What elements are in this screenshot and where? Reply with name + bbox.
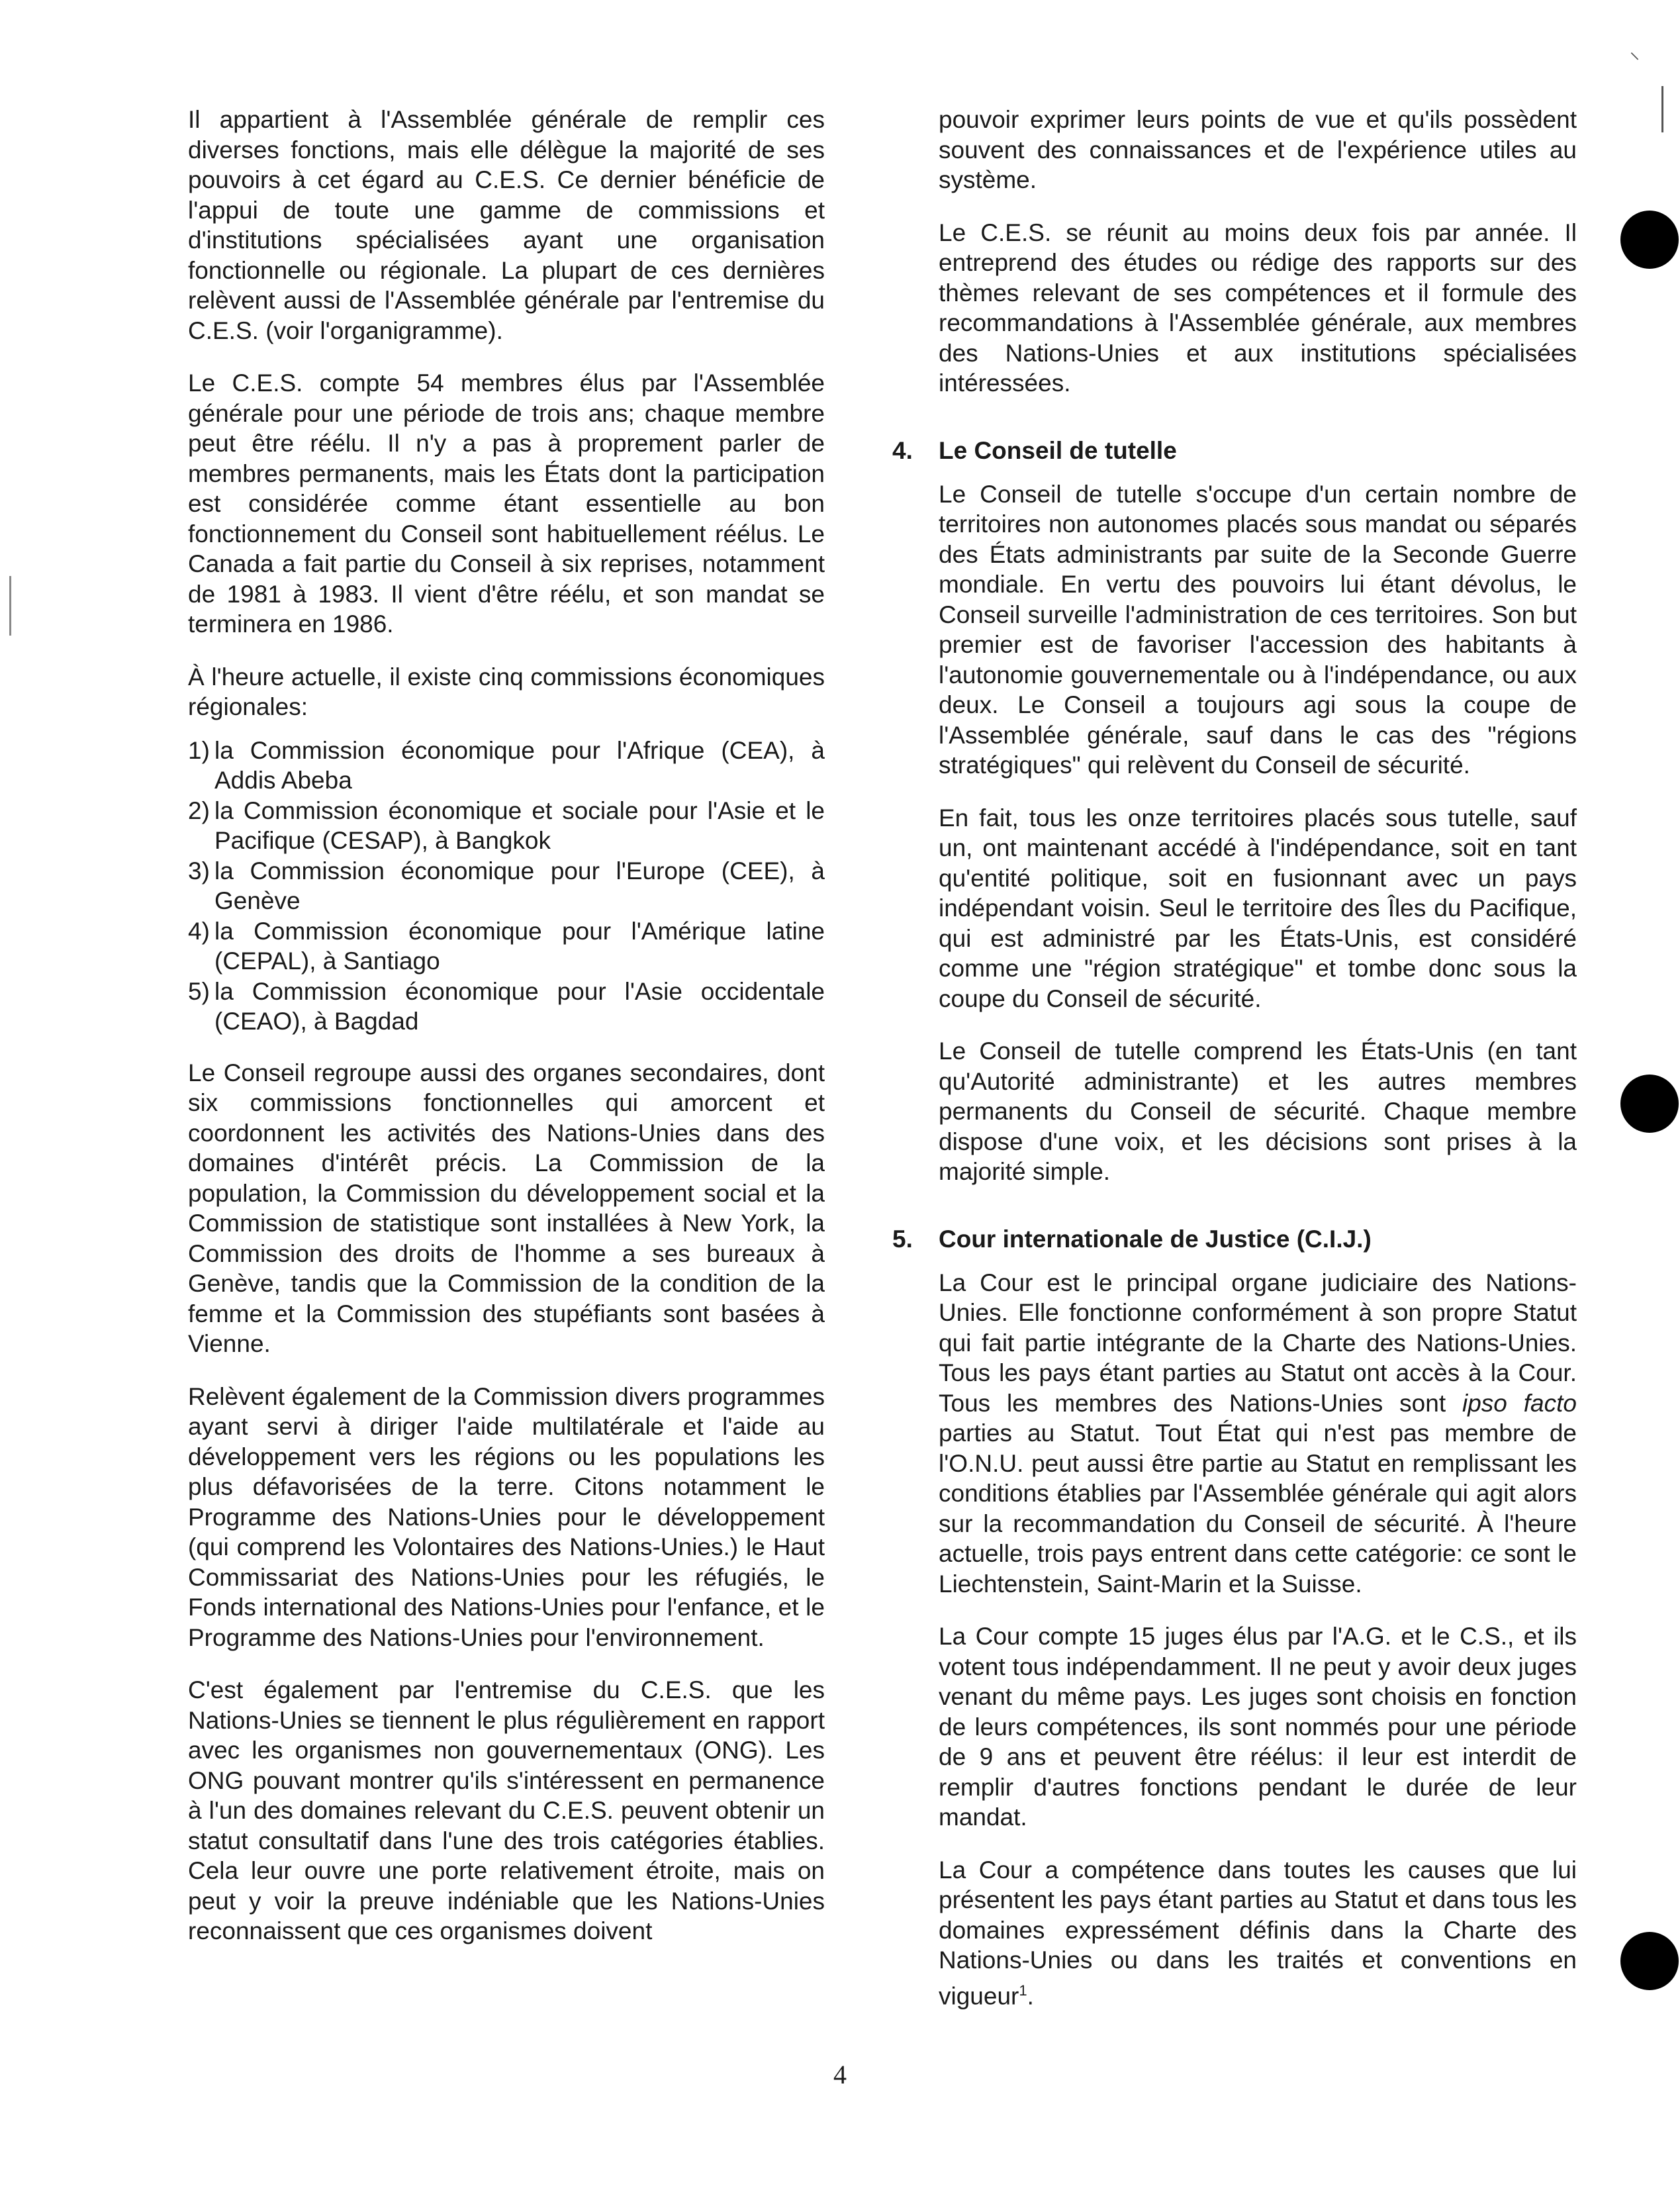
scan-speck-top-right: ⸜	[1630, 41, 1640, 63]
paragraph-tutelle-role: Le Conseil de tutelle s'occupe d'un certain nombre de territoires non autonomes placés sous mandat ou séparés des États administrants par suite de la Seconde Guerre mondiale. En vertu des pouvoirs lui étant dévolus, le Conseil surveille l'administration de ces territoires. Son but premier est de favoriser l'accession des habitants à l'autonomie gouvernementale ou à l'indépendance, ou aux deux. Le Conseil a toujours agi sous la coupe de l'Assemblée générale, sauf dans le cas des "régions stratégiques" qui relèvent du Conseil de sécurité.	[939, 480, 1577, 779]
section-heading-conseil-tutelle	[892, 436, 1577, 466]
scan-mark-left-edge	[9, 576, 11, 636]
binder-hole-bottom	[1620, 1932, 1679, 1990]
section-title: Le Conseil de tutelle	[939, 436, 1177, 464]
scan-mark-right-edge	[1661, 86, 1663, 132]
footnote-marker: 1	[1019, 1982, 1027, 1999]
list-item: 3) la Commission économique pour l'Europe (CEE), à Genève	[188, 857, 825, 914]
paragraph-organes-secondaires: Le Conseil regroupe aussi des organes secondaires, dont six commissions fonctionnelles qui amorcent et coordonnent les activités des Nations-Unies dans des domaines d'intérêt précis. La Commission de la population, la Commission du développement social et la Commission de statistique sont installées à New York, la Commission des droits de l'homme a ses bureaux à Genève, tandis que la Commission de la condition de la femme et la Commission des stupéfiants sont basées à Vienne.	[188, 1059, 825, 1357]
section-number: 5.	[892, 1225, 913, 1253]
paragraph-ong: C'est également par l'entremise du C.E.S. que les Nations-Unies se tiennent le plus régulièrement en rapport avec les organismes non gouvernementaux (ONG). Les ONG pouvant montrer qu'ils s'intéressent en permanence à l'un des domaines relevant du C.E.S. peuvent obtenir un statut consultatif dans l'une des trois catégories établies. Cela leur ouvre une porte relativement étroite, mais on peut y voir la preuve indéniable que les Nations-Unies reconnaissent que ces organismes doivent	[188, 1676, 825, 1944]
list-item: 4) la Commission économique pour l'Amérique latine (CEPAL), à Santiago	[188, 917, 825, 975]
paragraph-cour-competence: La Cour a compétence dans toutes les causes que lui présentent les pays étant parties au Statut et dans tous les domaines expressément définis dans la Charte des Nations-Unies ou dans les traités et conventions en vigueur$^1$.	[939, 1856, 1577, 2009]
binder-hole-middle	[1620, 1075, 1679, 1133]
paragraph-tutelle-territoires: En fait, tous les onze territoires placés sous tutelle, sauf un, ont maintenant accédé à l'indépendance, soit en tant qu'entité politique, soit en fusionnant avec un pays indépendant voisin. Seul le territoire des Îles du Pacifique, qui est administré par les États-Unis, est considéré comme une "région stratégique" et tombe donc sous la coupe du Conseil de sécurité.	[939, 804, 1577, 1012]
paragraph-cour-organe: La Cour est le principal organe judiciaire des Nations-Unies. Elle fonctionne conformément à son propre Statut qui fait partie intégrante de la Charte des Nations-Unies. Tous les pays étant parties au Statut ont accès à la Cour. Tous les membres des Nations-Unies sont ipso facto parties au Statut. Tout État qui n'est pas membre de l'O.N.U. peut aussi être partie au Statut en remplissant les conditions établies par l'Assemblée générale qui agit alors sur la recommandation du Conseil de sécurité. À l'heure actuelle, trois pays entrent dans cette catégorie: ce sont le Liechtenstein, Saint-Marin et la Suisse.	[939, 1269, 1577, 1598]
paragraph-cour-juges: La Cour compte 15 juges élus par l'A.G. et le C.S., et ils votent tous indépendamment. Il ne peut y avoir deux juges venant du même pays. Les juges sont choisis en fonction de leurs compétences, ils sont nommés pour une période de 9 ans et peuvent être réélus: il leur est interdit de remplir d'autres fonctions pendant le durée de leur mandat.	[939, 1623, 1577, 1831]
section-heading-cour-internationale	[892, 1224, 1577, 1255]
paragraph-commissions-intro: À l'heure actuelle, il existe cinq commissions économiques régionales:	[188, 663, 825, 720]
list-item: 5) la Commission économique pour l'Asie occidentale (CEAO), à Bagdad	[188, 977, 825, 1035]
commissions-list	[188, 736, 825, 1037]
list-item: 1) la Commission économique pour l'Afrique (CEA), à Addis Abeba	[188, 736, 825, 794]
paragraph-ces-reunions: Le C.E.S. se réunit au moins deux fois par année. Il entreprend des études ou rédige des rapports sur des thèmes relevant de ses compétences et il formule des recommandations à l'Assemblée générale, aux membres des Nations-Unies et aux institutions spécialisées intéressées.	[939, 218, 1577, 397]
list-item: 2) la Commission économique et sociale pour l'Asie et le Pacifique (CESAP), à Bangkok	[188, 796, 825, 854]
paragraph-ces-membres: Le C.E.S. compte 54 membres élus par l'Assemblée générale pour une période de trois ans; chaque membre peut être réélu. Il n'y a pas à proprement parler de membres permanents, mais les États dont la participation est considérée comme étant essentielle au bon fonctionnement du Conseil sont habituellement réélus. Le Canada a fait partie du Conseil à six reprises, notamment de 1981 à 1983. Il vient d'être réélu, et son mandat se terminera en 1986.	[188, 369, 825, 638]
paragraph-assemblee-fonctions: Il appartient à l'Assemblée générale de remplir ces diverses fonctions, mais elle délègue la majorité de ses pouvoirs à cet égard au C.E.S. Ce dernier bénéficie de l'appui de toute une gamme de commissions et d'institutions spécialisées ayant une organisation fonctionnelle ou régionale. La plupart de ces dernières relèvent aussi de l'Assemblée générale par l'entremise du C.E.S. (voir l'organigramme).	[188, 106, 825, 344]
right-column	[892, 105, 1577, 2033]
left-column	[188, 105, 825, 1969]
binder-hole-top	[1620, 211, 1679, 269]
paragraph-ong-continuation: pouvoir exprimer leurs points de vue et qu'ils possèdent souvent des connaissances et de l'expérience utiles au système.	[939, 106, 1577, 193]
section-number: 4.	[892, 436, 913, 464]
section-title: Cour internationale de Justice (C.I.J.)	[939, 1225, 1372, 1253]
paragraph-programmes: Relèvent également de la Commission divers programmes ayant servi à diriger l'aide multilatérale et l'aide au développement vers les régions ou les populations les plus défavorisées de la terre. Citons notamment le Programme des Nations-Unies pour le développement (qui comprend les Volontaires des Nations-Unies.) le Haut Commissariat des Nations-Unies pour les réfugiés, le Fonds international des Nations-Unies pour l'enfance, et le Programme des Nations-Unies pour l'environnement.	[188, 1382, 825, 1651]
page-number: 4	[833, 2060, 847, 2089]
paragraph-tutelle-composition: Le Conseil de tutelle comprend les États-Unis (en tant qu'Autorité administrante) et les autres membres permanents du Conseil de sécurité. Chaque membre dispose d'une voix, et les décisions sont prises à la majorité simple.	[939, 1037, 1577, 1185]
